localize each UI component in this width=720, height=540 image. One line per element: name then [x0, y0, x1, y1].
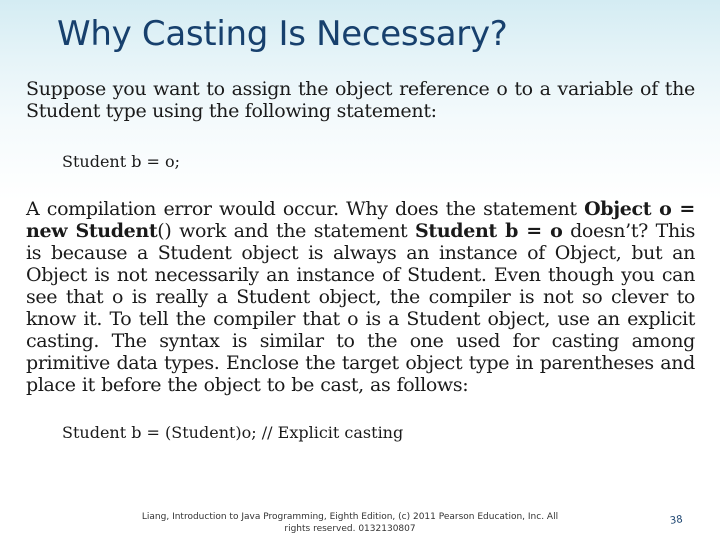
explanation-text-1: A compilation error would occur. Why does the statement — [26, 198, 585, 220]
page-number: 38 — [669, 514, 684, 527]
intro-paragraph: Suppose you want to assign the object reference o to a variable of the Student type using the following statement: — [26, 78, 695, 122]
explanation-bold-1: Object o = new Student — [26, 198, 695, 242]
code-example-1: Student b = o; — [62, 152, 181, 171]
slide-title: Why Casting Is Necessary? — [57, 14, 508, 54]
slide-body — [26, 78, 695, 443]
explanation-text-3: doesn’t? This is because a Student object is always an instance of Object, but an Object is not necessarily an instance of Student. Even though you can see that o is really a Student object, the compiler is not so clever to know it. To tell the compiler that o is a Student object, use an explicit casting. The syntax is similar to the one used for casting among primitive data types. Enclose the target object type in parentheses and place it before the object to be cast, as follows: — [26, 220, 695, 396]
explanation-text-2: () work and the statement — [157, 220, 416, 242]
code-example-2: Student b = (Student)o; // Explicit casting — [62, 423, 404, 442]
copyright-footer — [120, 511, 580, 535]
footer-line-2: rights reserved. 0132130807 — [284, 524, 416, 534]
footer-line-1: Liang, Introduction to Java Programming, Eighth Edition, (c) 2011 Pearson Education, Inc. All — [141, 512, 559, 522]
explanation-bold-2: Student b = o — [415, 220, 563, 242]
explanation-paragraph — [26, 198, 695, 396]
